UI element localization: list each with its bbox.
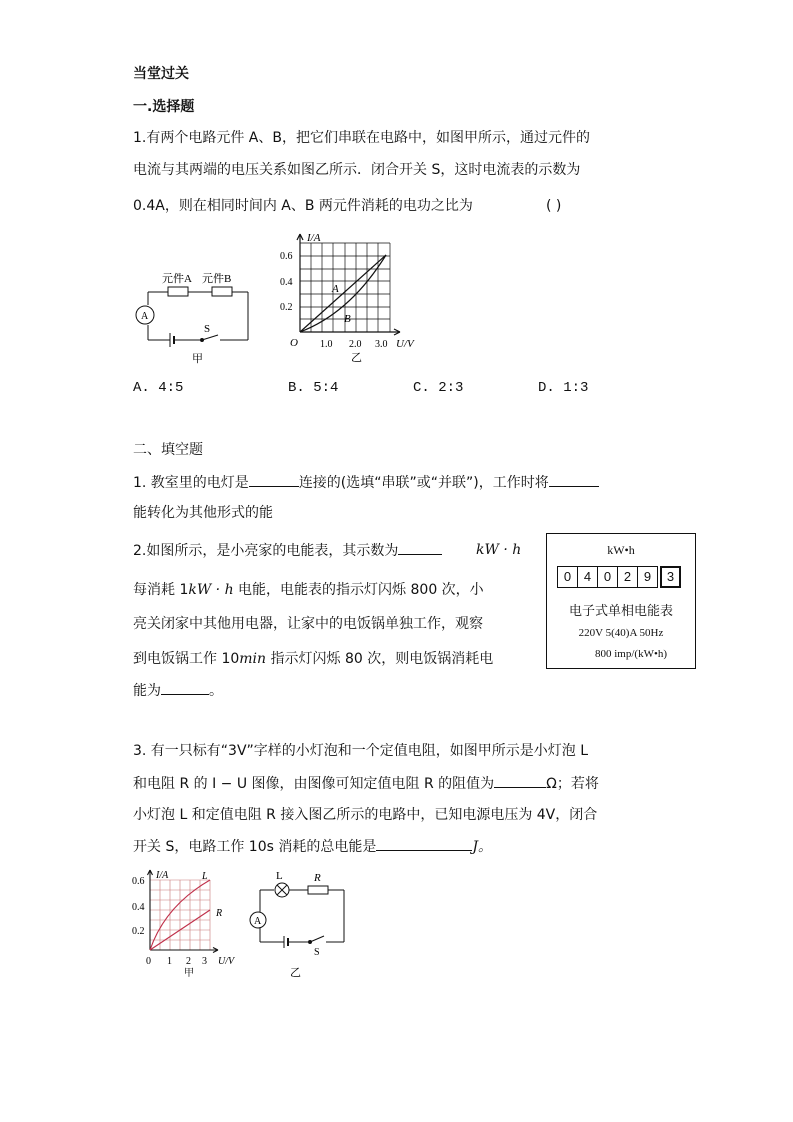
fill3-ytick-2: 0.4 — [132, 902, 145, 913]
q1-graph-caption: 乙 — [351, 352, 362, 363]
q1-ytick-3: 0.2 — [280, 302, 293, 313]
meter-digit-1: 0 — [557, 566, 578, 588]
fill3-curve-l-label: L — [202, 871, 208, 882]
meter-digit-5: 9 — [637, 566, 658, 588]
q1-circuit-diagram — [130, 260, 255, 370]
fill1-text-b: 连接的(选填“串联”或“并联”)，工作时将 — [298, 475, 549, 491]
section-heading-choice: 一.选择题 — [133, 99, 195, 115]
q1-line3: 0.4A，则在相同时间内 A、B 两元件消耗的电功之比为 — [133, 198, 473, 214]
fill1-blank-2[interactable] — [549, 472, 599, 487]
q1-line1: 1.有两个电路元件 A、B，把它们串联在电路中，如图甲所示，通过元件的 — [133, 130, 590, 146]
fill1-text-a: 1. 教室里的电灯是 — [133, 475, 249, 491]
fill2-text-4b: 指示灯闪烁 80 次，则电饭锅消耗电 — [266, 651, 494, 667]
fill2-text-4a: 到电饭锅工作 10 — [133, 651, 240, 667]
fill2-line4 — [133, 649, 493, 669]
q1-option-b[interactable]: B. 5:4 — [288, 380, 339, 396]
energy-meter — [546, 533, 696, 669]
fill3-text-4a: 开关 S，电路工作 10s 消耗的总电能是 — [133, 839, 377, 855]
fill3-blank-1[interactable] — [494, 773, 546, 788]
fill2-line1 — [133, 540, 442, 561]
q1-curve-a-label: A — [332, 283, 339, 295]
fill3-circuit-caption: 乙 — [290, 967, 301, 979]
fill3-line1: 3. 有一只标有“3V”字样的小灯泡和一个定值电阻，如图甲所示是小灯泡 L — [133, 743, 589, 759]
fill2-line5 — [133, 680, 223, 701]
fill2-blank-1[interactable] — [398, 540, 442, 555]
q1-line2: 电流与其两端的电压关系如图乙所示．闭合开关 S，这时电流表的示数为 — [133, 162, 581, 178]
meter-digit-6: 3 — [660, 566, 681, 588]
fill2-text-5b: 。 — [209, 683, 223, 699]
q1-xtick-1: 1.0 — [320, 339, 333, 350]
fill3-xtick-3: 3 — [202, 956, 207, 967]
q1-ytick-2: 0.4 — [280, 277, 293, 288]
q1-answer-paren: ( ) — [546, 198, 562, 214]
q1-elemA-label: 元件A — [162, 273, 192, 285]
q1-xtick-3: 3.0 — [375, 339, 388, 350]
fill3-line4 — [133, 836, 492, 857]
fill3-graph-xlabel: U/V — [218, 956, 235, 967]
meter-digit-3: 0 — [597, 566, 618, 588]
q1-option-d[interactable]: D. 1:3 — [538, 380, 589, 396]
q1-curve-b-label: B — [344, 313, 351, 325]
meter-digits — [557, 566, 680, 588]
fill2-blank-2[interactable] — [161, 680, 209, 695]
q1-xtick-2: 2.0 — [349, 339, 362, 350]
fill2-text-5a: 能为 — [133, 683, 161, 699]
fill3-switch-label: S — [314, 947, 320, 958]
meter-digit-2: 4 — [577, 566, 598, 588]
q1-circuit-caption: 甲 — [192, 353, 203, 365]
fill3-lamp-label: L — [276, 870, 283, 882]
fill2-text-2b: 电能，电能表的指示灯闪烁 800 次，小 — [233, 582, 484, 598]
fill3-graph-ylabel: I/A — [156, 870, 169, 881]
fill3-text-4b: J。 — [472, 839, 492, 855]
fill3-text-2b: Ω；若将 — [546, 776, 599, 792]
fill2-unit-1: kW · h — [476, 542, 522, 558]
q1-graph-xlabel: U/V — [396, 338, 414, 350]
q1-elemB-label: 元件B — [202, 273, 232, 285]
fill3-curve-r-label: R — [216, 908, 223, 919]
fill1-line2: 能转化为其他形式的能 — [133, 505, 273, 521]
meter-digit-4: 2 — [617, 566, 638, 588]
fill2-line3: 亮关闭家中其他用电器，让家中的电饭锅单独工作，观察 — [133, 616, 483, 632]
q1-switch-label: S — [204, 323, 211, 335]
fill2-text-1: 2.如图所示，是小亮家的电能表，其示数为 — [133, 543, 399, 559]
fill1-blank-1[interactable] — [249, 472, 299, 487]
fill3-ytick-1: 0.6 — [132, 876, 145, 887]
page-title: 当堂过关 — [133, 66, 189, 82]
fill2-text-2a: 每消耗 1 — [133, 582, 189, 598]
fill3-xtick-1: 1 — [167, 956, 172, 967]
fill3-graph-origin: 0 — [146, 956, 151, 967]
q1-ytick-1: 0.6 — [280, 251, 293, 262]
q1-option-a[interactable]: A. 4:5 — [133, 380, 184, 396]
fill3-line2 — [133, 773, 599, 794]
q1-graph-ylabel: I/A — [307, 232, 321, 244]
fill3-xtick-2: 2 — [186, 956, 191, 967]
section-heading-fill: 二、填空题 — [133, 442, 203, 458]
fill3-line3: 小灯泡 L 和定值电阻 R 接入图乙所示的电路中，已知电源电压为 4V，闭合 — [133, 807, 598, 823]
fill3-ytick-3: 0.2 — [132, 926, 145, 937]
meter-unit: kW•h — [607, 543, 635, 557]
fill1-line1 — [133, 472, 599, 493]
fill3-ammeter-label: A — [254, 916, 262, 927]
q1-iu-graph — [280, 228, 430, 363]
q1-graph-origin: O — [290, 337, 298, 349]
meter-imp: 800 imp/(kW•h) — [595, 648, 667, 660]
meter-spec: 220V 5(40)A 50Hz — [578, 627, 664, 639]
fill3-blank-2[interactable] — [376, 836, 472, 851]
fill3-text-2a: 和电阻 R 的 I − U 图像，由图像可知定值电阻 R 的阻值为 — [133, 776, 495, 792]
fill3-circuit-diagram — [246, 868, 356, 983]
q1-option-c[interactable]: C. 2:3 — [413, 380, 464, 396]
fill3-iu-graph — [130, 866, 248, 981]
fill3-graph-caption: 甲 — [184, 968, 194, 979]
q1-ammeter-label: A — [141, 311, 149, 322]
fill3-resistor-label: R — [314, 872, 321, 884]
meter-name: 电子式单相电能表 — [568, 604, 673, 619]
fill2-unit-2: kW · h — [188, 582, 234, 598]
fill2-unit-4: min — [239, 651, 267, 667]
fill2-line2 — [133, 580, 484, 600]
